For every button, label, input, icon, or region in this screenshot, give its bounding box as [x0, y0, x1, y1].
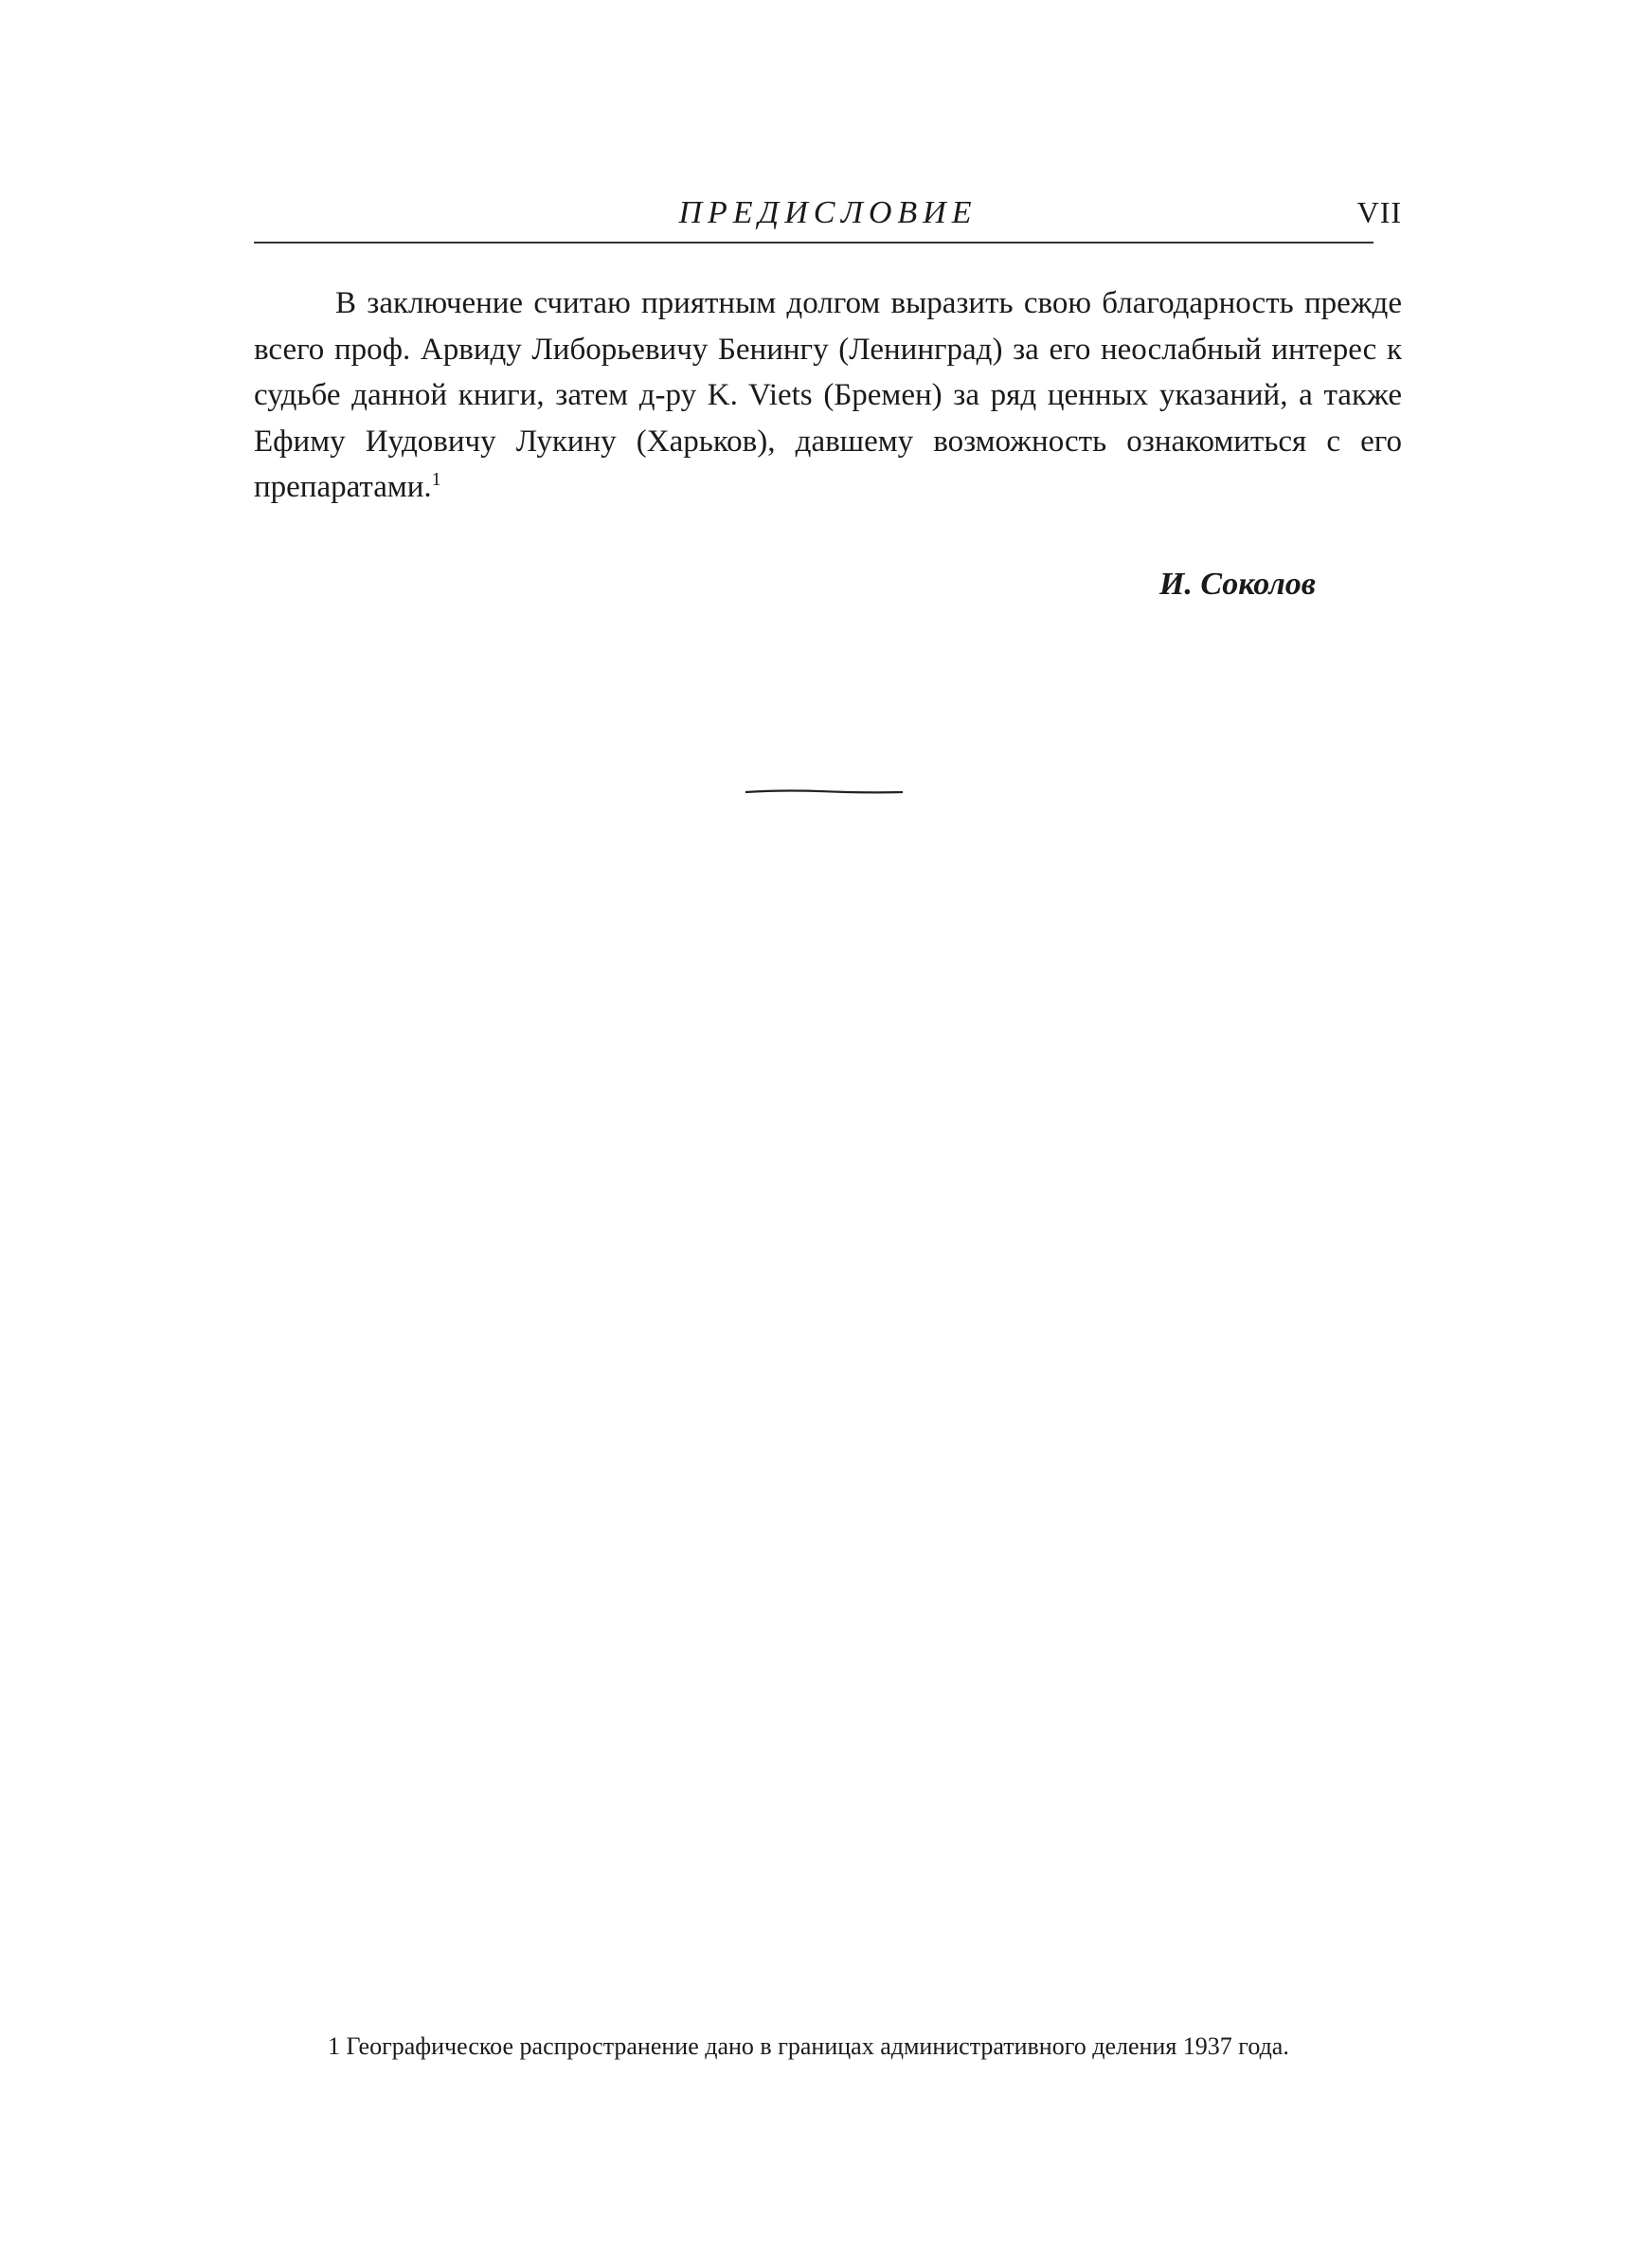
- footnote-text: Географическое распространение дано в границах административного деления 1937 года.: [346, 2032, 1289, 2060]
- footnote: [254, 2026, 1386, 2067]
- acknowledgment-paragraph: [254, 280, 1402, 511]
- footnote-paragraph: [254, 2026, 1386, 2067]
- footnote-reference: 1: [431, 469, 441, 490]
- paragraph-text: В заключение считаю приятным долгом выразить свою благодарность прежде всего проф. Арвиду Либорьевичу Бенингу (Ленинград) за его неослабный интерес к судьбе данной книги, затем д-ру K. Viets (Бремен) за ряд ценных указаний, а также Ефиму Иудовичу Лукину (Харьков), давшему возможность ознакомиться с его препаратами.: [254, 286, 1402, 504]
- footnote-mark: 1: [328, 2032, 340, 2060]
- header-rule: [254, 242, 1374, 244]
- page-number: VII: [1356, 195, 1402, 229]
- body-text: [254, 280, 1402, 511]
- author-signature: И. Соколов: [1158, 567, 1316, 602]
- running-title: ПРЕДИСЛОВИЕ: [678, 195, 978, 230]
- section-ornament: [744, 789, 905, 795]
- running-header: [254, 190, 1402, 243]
